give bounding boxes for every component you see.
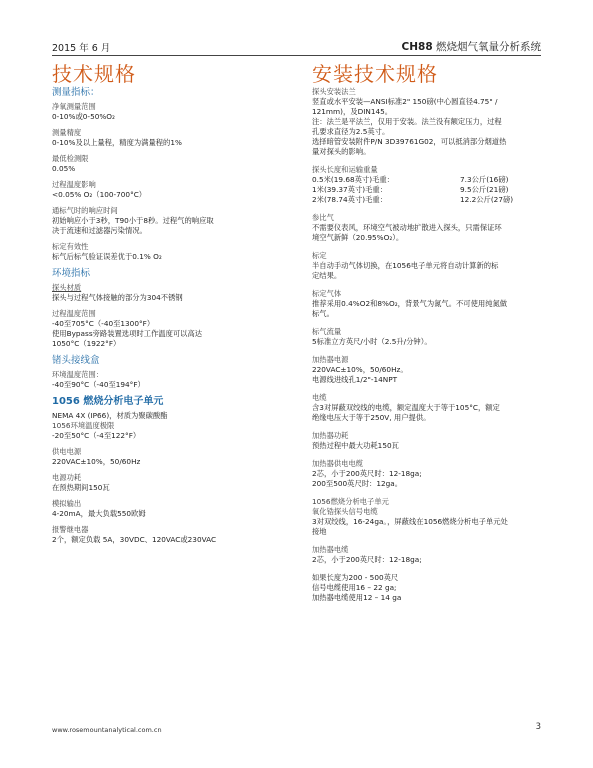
- heater-power-supply-value-2: 电源线进线孔1/2"-14NPT: [312, 375, 398, 384]
- length-text: 1米(39.37英寸)毛重：: [312, 185, 388, 194]
- accuracy-value: 0-10%及以上量程，精度为满量程的1%: [52, 138, 182, 147]
- long-run-value-3: 加热器电缆使用12 – 14 ga: [312, 593, 402, 602]
- left-column: [52, 63, 270, 545]
- flange-label: 探头安装法兰: [312, 87, 356, 96]
- footer-url: www.rosemountanalytical.com.cn: [52, 726, 162, 734]
- calibration-value-2: 定结果。: [312, 271, 342, 280]
- flange-value-4: 孔要求直径为2.5英寸。: [312, 127, 390, 136]
- tech-specs-heading: 技术规格: [52, 62, 136, 86]
- heater-cable-value-2: 200至500英尺时：12ga。: [312, 479, 403, 488]
- signal-cable-label-2: 氧化锆探头信号电缆: [312, 507, 378, 516]
- env-section-title: 环境指标: [52, 268, 91, 279]
- weight-text: 12.2公斤(27磅): [460, 195, 514, 204]
- process-temp-value-2: 使用Bypass旁路装置选项时工作温度可以高达: [52, 329, 203, 338]
- consumption-value: 在预热期间150瓦: [52, 483, 110, 492]
- process-temp-value-3: 1050°C（1922°F）: [52, 339, 121, 348]
- cal-flow-value: 5标准立方英尺/小时（2.5升/分钟）。: [312, 337, 432, 346]
- calibration-value-1: 半自动手动气体切换，在1056电子单元将自动计算新的标: [312, 261, 499, 270]
- analog-output-label: 模拟输出: [52, 499, 82, 508]
- reference-air-label: 参比气: [312, 213, 334, 222]
- header-date: 2015 年 6 月: [52, 43, 111, 54]
- cable-value-1: 含3对屏蔽双绞线的电缆，额定温度大于等于105°C，额定: [312, 403, 500, 412]
- process-temp-label: 过程温度范围: [52, 309, 96, 318]
- heater-cable-value-1: 2芯，小于200英尺时：12-18ga;: [312, 469, 422, 478]
- header-title: [402, 39, 541, 54]
- measure-section-title: 测量指标：: [52, 87, 100, 98]
- page-number: 3: [535, 722, 541, 732]
- heater-power-supply-label: 加热器电源: [312, 355, 349, 364]
- relay-value: 2个，额定负载 5A，30VDC、120VAC或230VAC: [52, 535, 217, 544]
- flange-value-2: 121mm)，及DIN145。: [312, 107, 393, 116]
- analog-output-value: 4-20mA，最大负载550欧姆: [52, 509, 146, 518]
- weight-text: 7.3公斤(16磅): [460, 175, 509, 184]
- reference-air-value-1: 不需要仪表风，环境空气被动地扩散进入探头，只需保证环: [312, 223, 502, 232]
- elec-temp-label: 1056环境温度极限: [52, 421, 115, 430]
- response-label: 通标气时的响应时间: [52, 206, 118, 215]
- length-text: 0.5米(19.68英寸)毛重：: [312, 175, 394, 184]
- env-temp-label: 环境温度范围：: [52, 370, 104, 379]
- heater-cable-2-label: 加热器电缆: [312, 545, 349, 554]
- heater-cable-2-value: 2芯，小于200英尺时：12-18ga;: [312, 555, 422, 564]
- heater-consumption-value: 预热过程中最大功耗150瓦: [312, 441, 399, 450]
- probe-material-value: 探头与过程气体接触的部分为304不锈钢: [52, 293, 183, 302]
- cable-label: 电缆: [312, 393, 327, 402]
- temp-effect-value: <0.05% O₂（100-700°C）: [52, 190, 147, 199]
- long-run-value-1: 如果长度为200 - 500英尺: [312, 573, 399, 582]
- install-specs-heading: 安装技术规格: [312, 62, 438, 86]
- electronics-section-title: 1056 燃烧分析电子单元: [52, 396, 164, 407]
- long-run-value-2: 信号电缆使用16 – 22 ga;: [312, 583, 397, 592]
- weight-text: 9.5公斤(21磅): [460, 185, 509, 194]
- signal-cable-label-1: 1056燃烧分析电子单元: [312, 497, 389, 506]
- cal-gas-value-1: 推荐采用0.4%O2和8%O₂，背景气为氮气。不可使用纯氮做: [312, 299, 508, 308]
- heater-power-supply-value-1: 220VAC±10%，50/60Hz。: [312, 365, 408, 374]
- cal-validity-label: 标定有效性: [52, 242, 89, 251]
- right-column: [312, 63, 548, 603]
- heater-consumption-label: 加热器功耗: [312, 431, 349, 440]
- cal-flow-label: 标气流量: [312, 327, 342, 336]
- calibration-label: 标定: [312, 251, 327, 260]
- header-title-rest: 燃烧烟气氧量分析系统: [432, 41, 541, 53]
- process-temp-value-1: -40至705°C（-40至1300°F）: [52, 319, 155, 328]
- accuracy-label: 测量精度: [52, 128, 82, 137]
- range-value: 0-10%或0-50%O₂: [52, 112, 115, 121]
- flange-value-6: 量对探头的影响。: [312, 147, 371, 156]
- env-temp-value: -40至90°C（-40至194°F）: [52, 380, 145, 389]
- elec-temp-value: -20至50°C（-4至122°F）: [52, 431, 141, 440]
- signal-cable-value-2: 接地: [312, 527, 327, 536]
- response-value-1: 初始响应小于3秒，T90小于8秒。过程气的响应取: [52, 216, 214, 225]
- flange-value-3: 注：法兰是平法兰，仅用于安装。法兰没有额定压力，过程: [312, 117, 502, 126]
- cal-gas-label: 标定气体: [312, 289, 342, 298]
- range-label: 净氧测量范围: [52, 102, 96, 111]
- consumption-label: 电源功耗: [52, 473, 82, 482]
- relay-label: 报警继电器: [52, 525, 89, 534]
- header-divider: [52, 55, 541, 56]
- power-value: 220VAC±10%，50/60Hz: [52, 457, 141, 466]
- probe-length-label: 探头长度和运输重量: [312, 165, 378, 174]
- flange-value-1: 竖直或水平安装—ANSI标准2" 150磅(中心圆直径4.75" /: [312, 97, 498, 106]
- response-value-2: 决于流速和过滤器污染情况。: [52, 226, 147, 235]
- cable-value-2: 绝缘电压大于等于250V, 用户提供。: [312, 413, 431, 422]
- length-row: [312, 175, 548, 185]
- jbox-section-title: 锗头接线盒: [52, 355, 100, 366]
- probe-material-label: 探头材质: [52, 283, 82, 292]
- power-label: 供电电源: [52, 447, 82, 456]
- nema-value: NEMA 4X (IP66)，材质为聚碳酸酯: [52, 411, 168, 420]
- cal-gas-value-2: 标气。: [312, 309, 334, 318]
- length-text: 2米(78.74英寸)毛重：: [312, 195, 388, 204]
- reference-air-value-2: 境空气新鲜（20.95%O₂）。: [312, 233, 404, 242]
- header-model: CH88: [401, 41, 433, 53]
- temp-effect-label: 过程温度影响: [52, 180, 96, 189]
- heater-cable-label: 加热器供电电缆: [312, 459, 364, 468]
- cal-validity-value: 标气后标气验证误差优于0.1% O₂: [52, 252, 162, 261]
- flange-value-5: 选择暗管安装附件P/N 3D39761G02，可以抵消部分烟道热: [312, 137, 507, 146]
- min-detect-label: 最低检测限: [52, 154, 89, 163]
- signal-cable-value-1: 3对双绞线，16-24ga。，屏蔽线在1056燃烧分析电子单元处: [312, 517, 508, 526]
- length-row: [312, 195, 548, 205]
- length-row: [312, 185, 548, 195]
- min-detect-value: 0.05%: [52, 164, 76, 173]
